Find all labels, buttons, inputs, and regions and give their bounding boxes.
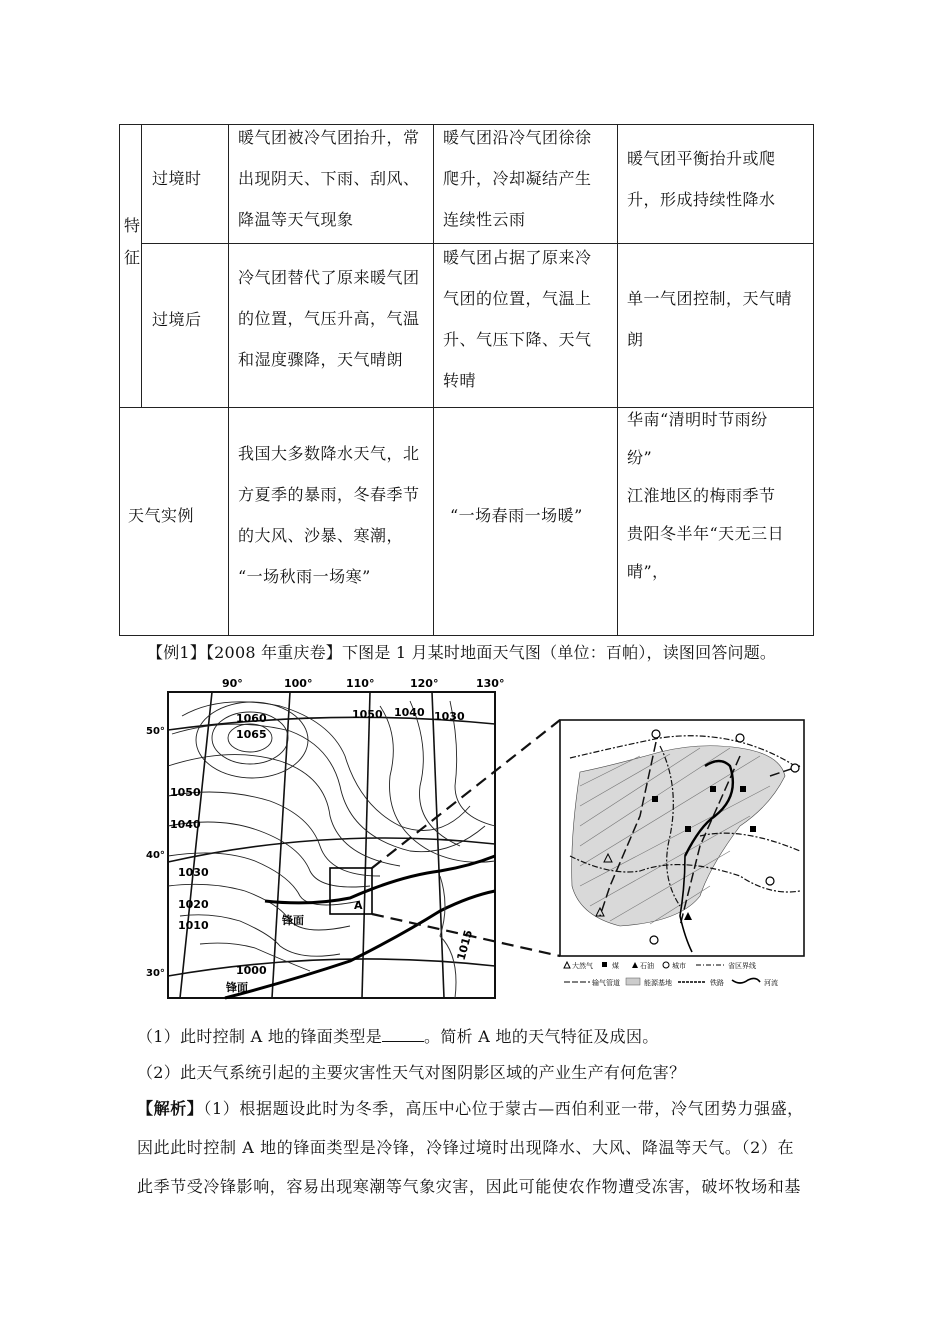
question-1-prefix: （1）此时控制 A 地的锋面类型是 [137, 1027, 383, 1046]
legend-oil: 石油 [640, 962, 654, 970]
warm-front-passing-line-1: 暖气团沿冷气团徐徐 [443, 128, 592, 147]
lon-label-130: 130° [476, 677, 505, 690]
stationary-front-example-line-1: 华南“清明时节雨纷 [627, 410, 768, 429]
legend-gas-pipeline: 输气管道 [592, 979, 620, 987]
stationary-front-passing-line-2: 升，形成持续性降水 [627, 190, 776, 209]
row-label-passing: 过境时 [152, 169, 202, 188]
lat-label-30: 30° [146, 968, 165, 979]
cold-front-after-line-1: 冷气团替代了原来暖气团 [238, 268, 420, 287]
lat-label-50: 50° [146, 726, 165, 737]
question-2: （2）此天气系统引起的主要灾害性天气对图阴影区域的产业生产有何危害？ [137, 1063, 686, 1082]
cold-front-example-line-2: 方夏季的暴雨，冬春季节 [238, 485, 420, 504]
legend-province-border: 省区界线 [728, 962, 756, 970]
cold-front-passing-line-3: 降温等天气现象 [238, 210, 354, 229]
isobar-label-1020: 1020 [178, 898, 209, 911]
stationary-front-after-line-1: 单一气团控制，天气晴 [627, 289, 793, 308]
stationary-front-after-line-2: 朗 [627, 330, 644, 349]
legend-city: 城市 [672, 962, 686, 970]
feature-label-char-1: 特 [124, 216, 141, 235]
lon-label-100: 100° [284, 677, 313, 690]
warm-front-example-line-1: “一场春雨一场暖” [450, 506, 583, 525]
legend-natural-gas: 大然气 [572, 962, 593, 970]
analysis-label: 【解析】 [137, 1099, 204, 1118]
lon-label-110: 110° [346, 677, 375, 690]
row-label-examples: 天气实例 [128, 506, 195, 525]
stationary-front-example-line-2: 纷” [627, 448, 653, 467]
isobar-label-1050-top: 1050 [352, 708, 383, 721]
cold-front-example-line-4: “一场秋雨一场寒” [238, 567, 371, 586]
warm-front-after-line-1: 暖气团占据了原来冷 [443, 248, 592, 267]
answer-blank[interactable] [382, 1027, 424, 1042]
lon-label-120: 120° [410, 677, 439, 690]
isobar-label-1050-left: 1050 [170, 786, 201, 799]
stationary-front-example-line-3: 江淮地区的梅雨季节 [627, 486, 776, 505]
warm-front-passing-line-2: 爬升，冷却凝结产生 [443, 169, 592, 188]
front-label-upper: 锋面 [282, 914, 304, 927]
cold-front-after-line-2: 的位置，气压升高，气温 [238, 309, 420, 328]
isobar-label-1065: 1065 [236, 728, 267, 741]
isobar-label-1040-left: 1040 [170, 818, 201, 831]
warm-front-after-line-2: 气团的位置，气温上 [443, 289, 592, 308]
warm-front-after-line-3: 升、气压下降、天气 [443, 330, 592, 349]
isobar-label-1015: 1015 [454, 928, 476, 962]
feature-label-char-2: 征 [124, 248, 141, 267]
cold-front-passing-line-2: 出现阴天、下雨、刮风、 [238, 169, 420, 188]
point-a-label: A [354, 899, 363, 912]
isobar-label-1000: 1000 [236, 964, 267, 977]
question-1 [137, 1024, 659, 1047]
legend-energy-base: 能源基地 [644, 979, 672, 987]
front-label-lower: 锋面 [226, 981, 248, 994]
stationary-front-example-line-4: 贵阳冬半年“天无三日 [627, 524, 785, 543]
analysis-line-3: 此季节受冷锋影响，容易出现寒潮等气象灾害，因此可能使农作物遭受冻害，破坏牧场和基 [137, 1177, 802, 1196]
inset-map [560, 720, 804, 987]
analysis-line-1 [137, 1096, 804, 1119]
isobar-label-1010: 1010 [178, 919, 209, 932]
warm-front-after-line-4: 转晴 [443, 371, 477, 390]
cold-front-example-line-1: 我国大多数降水天气，北 [238, 444, 420, 463]
analysis-line-2: 因此此时控制 A 地的锋面类型是冷锋，冷锋过境时出现降水、大风、降温等天气。（2）在 [137, 1138, 795, 1157]
isobar-label-1030-left: 1030 [178, 866, 209, 879]
cold-front-after-line-3: 和湿度骤降，天气晴朗 [238, 350, 404, 369]
row-label-after: 过境后 [152, 310, 202, 329]
lat-label-40: 40° [146, 850, 165, 861]
stationary-front-passing-line-1: 暖气团平衡抬升或爬 [627, 149, 776, 168]
cold-front-example-line-3: 的大风、沙暴、寒潮， [238, 526, 404, 545]
legend-railway: 铁路 [710, 979, 724, 987]
isobar-label-1060: 1060 [236, 712, 267, 725]
lon-label-90: 90° [222, 677, 243, 690]
example-intro: 【例1】【2008 年重庆卷】下图是 1 月某时地面天气图（单位：百帕），读图回答问题。 [147, 643, 777, 662]
isobar-label-1040-top: 1040 [394, 706, 425, 719]
surface-weather-map [140, 676, 810, 1006]
legend-river: 河流 [764, 979, 778, 987]
isobar-label-1030-top: 1030 [434, 710, 465, 723]
stationary-front-example-line-5: 晴”， [627, 562, 669, 581]
question-1-suffix: 。简析 A 地的天气特征及成因。 [424, 1027, 659, 1046]
cold-front-passing-line-1: 暖气团被冷气团抬升，常 [238, 128, 420, 147]
legend-coal: 煤 [612, 962, 619, 970]
analysis-text-1: （1）根据题设此时为冬季，高压中心位于蒙古—西伯利亚一带，冷气团势力强盛， [203, 1099, 804, 1118]
warm-front-passing-line-3: 连续性云雨 [443, 210, 526, 229]
